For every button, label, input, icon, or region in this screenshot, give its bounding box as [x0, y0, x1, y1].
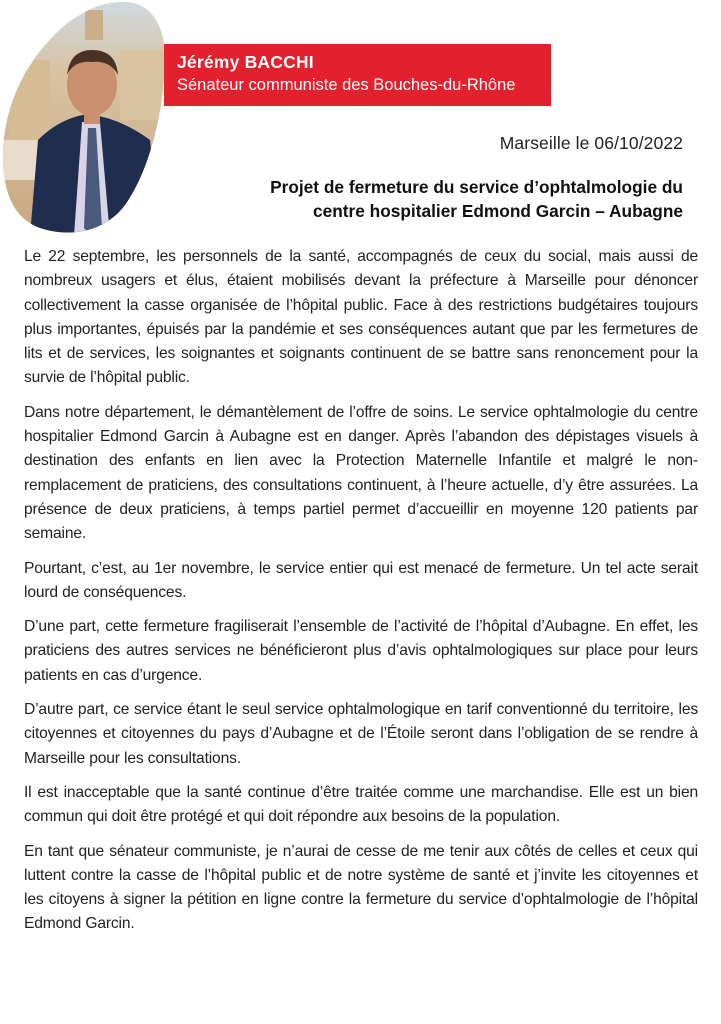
document-title: [163, 175, 683, 223]
paragraph: D’une part, cette fermeture fragiliserait l’ensemble de l’activité de l’hôpital d’Aubagne. En effet, les praticiens des autres services ne bénéficieront plus d’avis ophtalmologiques sur place pour leurs patients en cas d’urgence.: [24, 618, 698, 684]
portrait-photo-graphic: [0, 0, 168, 236]
title-line-1: Projet de fermeture du service d’ophtalmologie du: [270, 177, 683, 197]
dateline: Marseille le 06/10/2022: [499, 133, 683, 153]
paragraph: Pourtant, c’est, au 1er novembre, le service entier qui est menacé de fermeture. Un tel acte serait lourd de conséquences.: [24, 559, 698, 601]
paragraph: Il est inacceptable que la santé continue d’être traitée comme une marchandise. Elle est un bien commun qui doit être protégé et qui doit répondre aux besoins de la population.: [24, 783, 698, 826]
title-line-2: centre hospitalier Edmond Garcin – Aubagne: [312, 201, 683, 221]
paragraph: Le 22 septembre, les personnels de la santé, accompagnés de ceux du social, mais aussi de nombreux usagers et élus, étaient mobilisés devant la préfecture à Marseille pour dénoncer collectivement la casse organisée de l’hôpital public. Face à des restrictions budgétaires toujours plus importantes, épuisés par la pandémie et ses conséquences autant que par les fermetures de lits et de services, les soignantes et soignants continuent de se battre sans renoncement pour la survie de l’hôpital public.: [24, 248, 698, 387]
paragraph: Dans notre département, le démantèlement de l’offre de soins. Le service ophtalmologie du centre hospitalier Edmond Garcin à Aubagne est en danger. Après l’abandon des dépistages visuels à destination des enfants en lien avec la Protection Maternelle Infantile et malgré le non-remplacement de praticiens, des consultations continuent, à l’heure actuelle, d’y être assurées. La présence de deux praticiens, à temps partiel permet d’accueillir en moyenne 120 patients par semaine.: [24, 403, 698, 543]
author-banner: [164, 44, 551, 106]
paragraph: D’autre part, ce service étant le seul service ophtalmologique en tarif conventionné du territoire, les citoyennes et citoyennes du pays d’Aubagne et de l’Étoile seront dans l’obligation de se rendre à Marseille pour les consultations.: [24, 701, 698, 767]
author-name: Jérémy BACCHI: [177, 52, 314, 72]
portrait-photo: [0, 0, 168, 236]
letter-body: [24, 245, 698, 947]
paragraph: En tant que sénateur communiste, je n’aurai de cesse de me tenir aux côtés de celles et ceux qui luttent contre la casse de l’hôpital public et de notre système de santé et j’invite les citoyennes et les citoyens à signer la pétition en ligne contre la fermeture du service d’ophtalmologie de l’hôpital Edmond Garcin.: [24, 842, 698, 933]
author-role: Sénateur communiste des Bouches-du-Rhône: [177, 76, 516, 94]
